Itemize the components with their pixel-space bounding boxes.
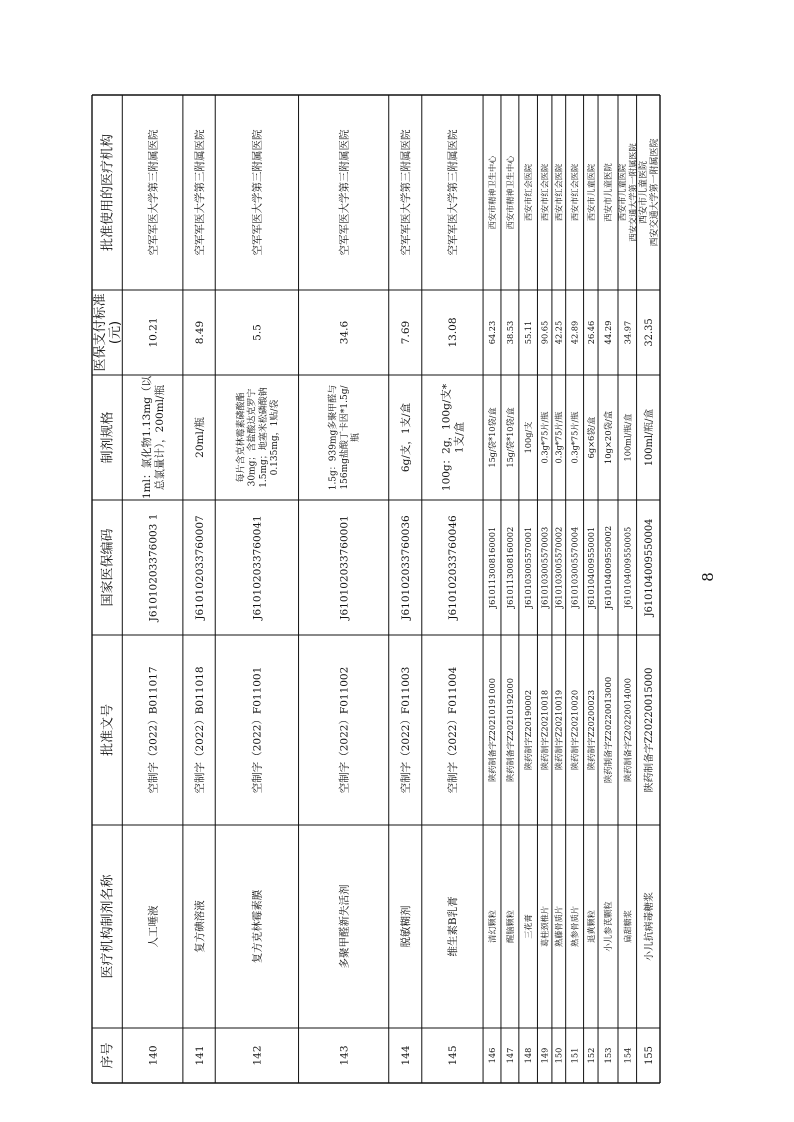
header-seq: 序号	[100, 1042, 116, 1069]
insurance-code: J610104009550004	[643, 518, 655, 617]
insurance-code: J61010203376003 1	[147, 513, 160, 622]
institution: 西安市儿童医院西安交通大学第一附属医院	[617, 143, 638, 242]
row-number: 141	[193, 1045, 206, 1066]
approval-number: 空制字（2022）F011002	[338, 666, 351, 794]
insurance-code: J610104009550001	[585, 526, 596, 609]
institution: 西安市红会医院	[523, 163, 534, 222]
drug-name: 复方碘溶液	[193, 900, 206, 953]
drug-name: 三花膏	[523, 914, 534, 939]
approval-number: 陕药制字Z20210020	[569, 689, 580, 771]
insurance-code: J610103005570002	[553, 526, 564, 609]
drug-name: 小儿抗病毒糖浆	[643, 892, 655, 961]
specification: 15g/袋*10袋/盒	[504, 407, 515, 468]
approval-number: 陕药制备字Z20220015000	[643, 667, 655, 793]
drug-name: 小儿参芪颗粒	[603, 901, 614, 952]
institution: 西安市儿童医院	[585, 163, 596, 222]
drug-name: 醒脑颗粒	[504, 910, 515, 943]
specification: 100g/支	[523, 421, 534, 454]
drug-name: 维生素B乳膏	[447, 896, 460, 957]
insurance-code: J610113008160001	[486, 526, 497, 609]
row-number: 144	[400, 1045, 413, 1066]
drug-name: 葛桂颈椎片	[539, 906, 550, 947]
institution: 西安市儿童医院	[603, 163, 614, 222]
insurance-code: J610104009550002	[603, 525, 614, 610]
drug-name: 多聚甲醛新失活剂	[338, 884, 351, 969]
payment-standard: 5.5	[251, 324, 264, 341]
specification: 每片含克林霉素磷酸酯30mg；含盐酸达克罗宁1.5mg；地塞米松磷酸钠0.135mg，1贴/袋	[236, 387, 281, 488]
approval-number: 陕药制备字Z20210192000	[504, 678, 515, 782]
institution: 西安市红会医院	[569, 163, 580, 222]
specification: 0.3g*75片/瓶	[569, 411, 580, 464]
specification: 100g：2g，100g/支*1支/盒	[440, 383, 466, 492]
page-number: 8	[699, 572, 717, 582]
row-number: 152	[585, 1047, 596, 1064]
payment-standard: 10.21	[147, 317, 160, 348]
institution: 空军军医大学第三附属医院	[251, 129, 264, 256]
payment-standard: 26.46	[585, 320, 596, 345]
payment-standard: 34.97	[622, 320, 633, 345]
specification: 10g×20袋/盒	[603, 410, 614, 465]
drug-name: 退黄颗粒	[585, 910, 596, 943]
drug-name: 清幻颗粒	[486, 910, 497, 943]
insurance-code: J610102033760036	[400, 515, 413, 620]
row-number: 153	[603, 1047, 614, 1064]
row-number: 155	[643, 1046, 655, 1065]
drug-name: 复方克林霉素膜	[251, 889, 264, 964]
insurance-code: J610102033760046	[447, 515, 460, 620]
specification: 15g/袋*10袋/盒	[486, 407, 497, 468]
specification: 0.3g*75片/瓶	[553, 411, 564, 464]
payment-standard: 42.25	[553, 320, 564, 345]
payment-standard: 13.08	[447, 317, 460, 348]
payment-standard: 42.89	[569, 320, 580, 345]
specification: 0.3g*75片/瓶	[539, 411, 550, 464]
row-number: 142	[251, 1045, 264, 1066]
specification: 1.5g：939mg多聚甲醛与156mg盐酸丁卡因*1.5g/瓶	[328, 384, 362, 491]
approval-number: 陕药制字Z20200023	[585, 689, 596, 771]
header-name: 医疗机构制剂名称	[100, 874, 116, 979]
row-number: 143	[338, 1045, 351, 1066]
institution: 空军军医大学第三附属医院	[193, 129, 206, 256]
specification: 1ml：氯化物1.13mg（以总氯量计），200ml/瓶	[140, 375, 166, 500]
institution: 空军军医大学第三附属医院	[147, 129, 160, 256]
row-number: 145	[447, 1045, 460, 1066]
specification: 6g×6袋/盒	[585, 416, 596, 459]
approval-number: 空制字（2022）B011018	[193, 666, 206, 794]
payment-standard: 38.53	[504, 320, 515, 345]
approval-number: 空制字（2022）B011017	[147, 666, 160, 794]
institution: 空军军医大学第三附属医院	[447, 129, 460, 256]
insurance-code: J610102033760001	[338, 515, 351, 620]
insurance-code: J610104009550005	[622, 526, 633, 609]
insurance-code: J610102033760007	[193, 515, 206, 620]
row-number: 147	[504, 1047, 515, 1064]
drug-name: 脱敏糊剂	[400, 905, 413, 948]
row-number: 150	[553, 1047, 564, 1064]
drug-name: 熟藤骨质片	[553, 906, 564, 947]
payment-standard: 8.49	[193, 320, 206, 345]
row-number: 146	[486, 1047, 497, 1064]
institution: 西安市儿童医院西安交通大学第一附属医院	[638, 138, 661, 247]
approval-number: 陕药制字Z20210018	[539, 689, 550, 771]
drug-name: 人工唾液	[147, 905, 160, 948]
header-price: 医保支付标准(元)	[93, 293, 124, 372]
drug-name: 扁甜糖浆	[622, 910, 633, 943]
header-spec: 制剂规格	[100, 411, 116, 464]
payment-standard: 44.29	[603, 320, 614, 345]
institution: 西安市精神卫生中心	[504, 155, 515, 230]
header-approval: 批准文号	[100, 703, 116, 757]
approval-number: 陕药制字Z20190002	[523, 689, 534, 771]
payment-standard: 64.23	[486, 320, 497, 345]
approval-number: 空制字（2022）F011003	[400, 666, 413, 794]
insurance-code: J610113008160002	[504, 526, 515, 609]
institution: 西安市红会医院	[539, 163, 550, 222]
approval-number: 陕药制备字Z20210191000	[486, 678, 497, 782]
insurance-code: J610103005570003	[539, 526, 550, 609]
approval-number: 空制字（2022）F011004	[447, 666, 460, 794]
payment-standard: 32.35	[643, 318, 655, 347]
row-number: 151	[569, 1047, 580, 1064]
payment-standard: 7.69	[400, 320, 413, 345]
insurance-code: J610102033760041	[251, 515, 264, 620]
header-institution: 批准使用的医疗机构	[100, 133, 116, 252]
row-number: 148	[523, 1047, 534, 1064]
institution: 西安市红会医院	[553, 163, 564, 222]
row-number: 154	[622, 1047, 633, 1064]
approval-number: 空制字（2022）F011001	[251, 666, 264, 794]
drug-name: 熟参骨质片	[569, 906, 580, 947]
approval-number: 陕药制备字Z20220013000	[603, 676, 614, 784]
specification: 100ml/瓶/盒	[643, 408, 655, 467]
approval-number: 陕药制字Z20210019	[553, 689, 564, 771]
header-code: 国家医保编码	[100, 528, 116, 607]
drug-price-table	[92, 95, 660, 1083]
payment-standard: 34.6	[338, 320, 351, 345]
insurance-code: J610103005570001	[523, 526, 534, 609]
payment-standard: 55.11	[523, 320, 534, 345]
approval-number: 陕药制备字Z20220014000	[622, 678, 633, 782]
institution: 西安市精神卫生中心	[486, 155, 497, 230]
row-number: 149	[539, 1047, 550, 1064]
specification: 6g/支，1支/盒	[400, 402, 413, 473]
institution: 空军军医大学第三附属医院	[400, 129, 413, 256]
institution: 空军军医大学第三附属医院	[338, 129, 351, 256]
payment-standard: 90.65	[539, 320, 550, 345]
row-number: 140	[147, 1045, 160, 1066]
insurance-code: J610103005570004	[569, 526, 580, 609]
specification: 20ml/瓶	[193, 417, 206, 458]
specification: 100ml/瓶/盒	[622, 413, 633, 462]
